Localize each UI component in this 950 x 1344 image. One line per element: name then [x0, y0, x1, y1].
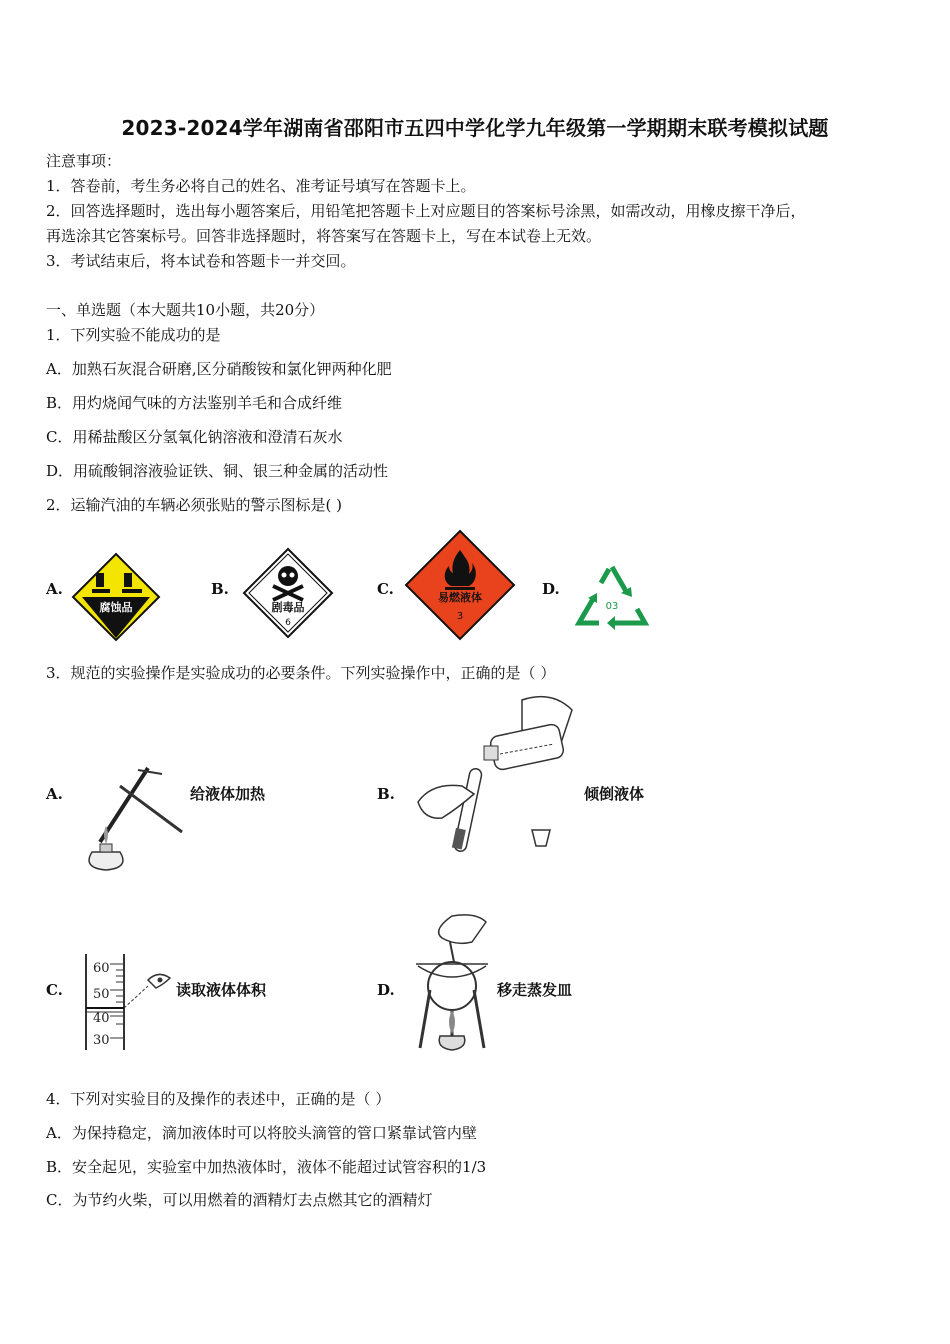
q3-caption-d: 移走蒸发皿: [497, 981, 573, 999]
q3-caption-c: 读取液体体积: [176, 981, 267, 999]
flame-flammable-sign-icon: [405, 530, 515, 640]
scale-tick-30: 30: [93, 1033, 110, 1048]
q3-label-a: A.: [46, 785, 63, 803]
q2-label-a: A.: [46, 580, 63, 598]
flammable-sign-text: 易燃液体: [438, 591, 482, 604]
scale-tick-40: 40: [93, 1011, 110, 1026]
q1-option-c: C．用稀盐酸区分氢氧化钠溶液和澄清石灰水: [46, 428, 343, 446]
corrosive-sign-icon: [72, 553, 160, 641]
q4-option-b: B．安全起见，实验室中加热液体时，液体不能超过试管容积的1/3: [46, 1158, 487, 1176]
scale-tick-60: 60: [93, 961, 110, 976]
q3-stem: 3．规范的实验操作是实验成功的必要条件。下列实验操作中，正确的是（ ）: [46, 664, 556, 682]
scale-tick-50: 50: [93, 987, 110, 1002]
q4-option-a: A．为保持稳定，滴加液体时可以将胶头滴管的管口紧靠试管内壁: [46, 1124, 477, 1142]
q2-stem: 2．运输汽油的车辆必须张贴的警示图标是( ): [46, 496, 343, 514]
notice-heading: 注意事项：: [46, 152, 122, 170]
corrosive-sign-text: 腐蚀品: [99, 601, 133, 614]
q1-option-b: B．用灼烧闻气味的方法鉴别羊毛和合成纤维: [46, 394, 343, 412]
q2-label-c: C.: [377, 580, 394, 598]
q3-label-b: B.: [377, 785, 395, 803]
notice-item: 2．回答选择题时，选出每小题答案后，用铅笔把答题卡上对应题目的答案标号涂黑，如需改动，用橡皮擦干净后，: [46, 202, 806, 220]
q1-stem: 1．下列实验不能成功的是: [46, 326, 221, 344]
q2-label-b: B.: [211, 580, 229, 598]
recycle-code: 03: [605, 601, 619, 612]
pouring-liquid-illustration: [412, 690, 582, 860]
q2-label-d: D.: [542, 580, 560, 598]
q4-stem: 4．下列对实验目的及操作的表述中，正确的是（ ）: [46, 1090, 391, 1108]
notice-item: 再选涂其它答案标号。回答非选择题时，将答案写在答题卡上，写在本试卷上无效。: [46, 227, 602, 245]
page-title: 2023-2024学年湖南省邵阳市五四中学化学九年级第一学期期末联考模拟试题: [121, 116, 829, 140]
q1-option-d: D．用硫酸铜溶液验证铁、铜、银三种金属的活动性: [46, 462, 389, 480]
q3-label-c: C.: [46, 981, 63, 999]
notice-item: 1．答卷前，考生务必将自己的姓名、准考证号填写在答题卡上。: [46, 177, 476, 195]
toxic-class-number: 6: [285, 618, 291, 628]
q3-caption-b: 倾倒液体: [584, 785, 645, 803]
graduated-cylinder-illustration: [80, 950, 180, 1054]
q3-label-d: D.: [377, 981, 395, 999]
recycle-icon: [571, 561, 653, 633]
q1-option-a: A．加熟石灰混合研磨,区分硝酸铵和氯化钾两种化肥: [46, 360, 392, 378]
heating-test-tube-illustration: [78, 764, 188, 874]
evaporating-dish-illustration: [412, 912, 492, 1054]
q4-option-c: C．为节约火柴，可以用燃着的酒精灯去点燃其它的酒精灯: [46, 1191, 433, 1209]
q3-caption-a: 给液体加热: [190, 785, 266, 803]
flammable-class-number: 3: [456, 611, 464, 622]
toxic-sign-text: 剧毒品: [271, 601, 305, 614]
skull-toxic-sign-icon: [243, 548, 333, 638]
notice-item: 3．考试结束后，将本试卷和答题卡一并交回。: [46, 252, 356, 270]
section-heading: 一、单选题（本大题共10小题，共20分）: [46, 301, 325, 319]
